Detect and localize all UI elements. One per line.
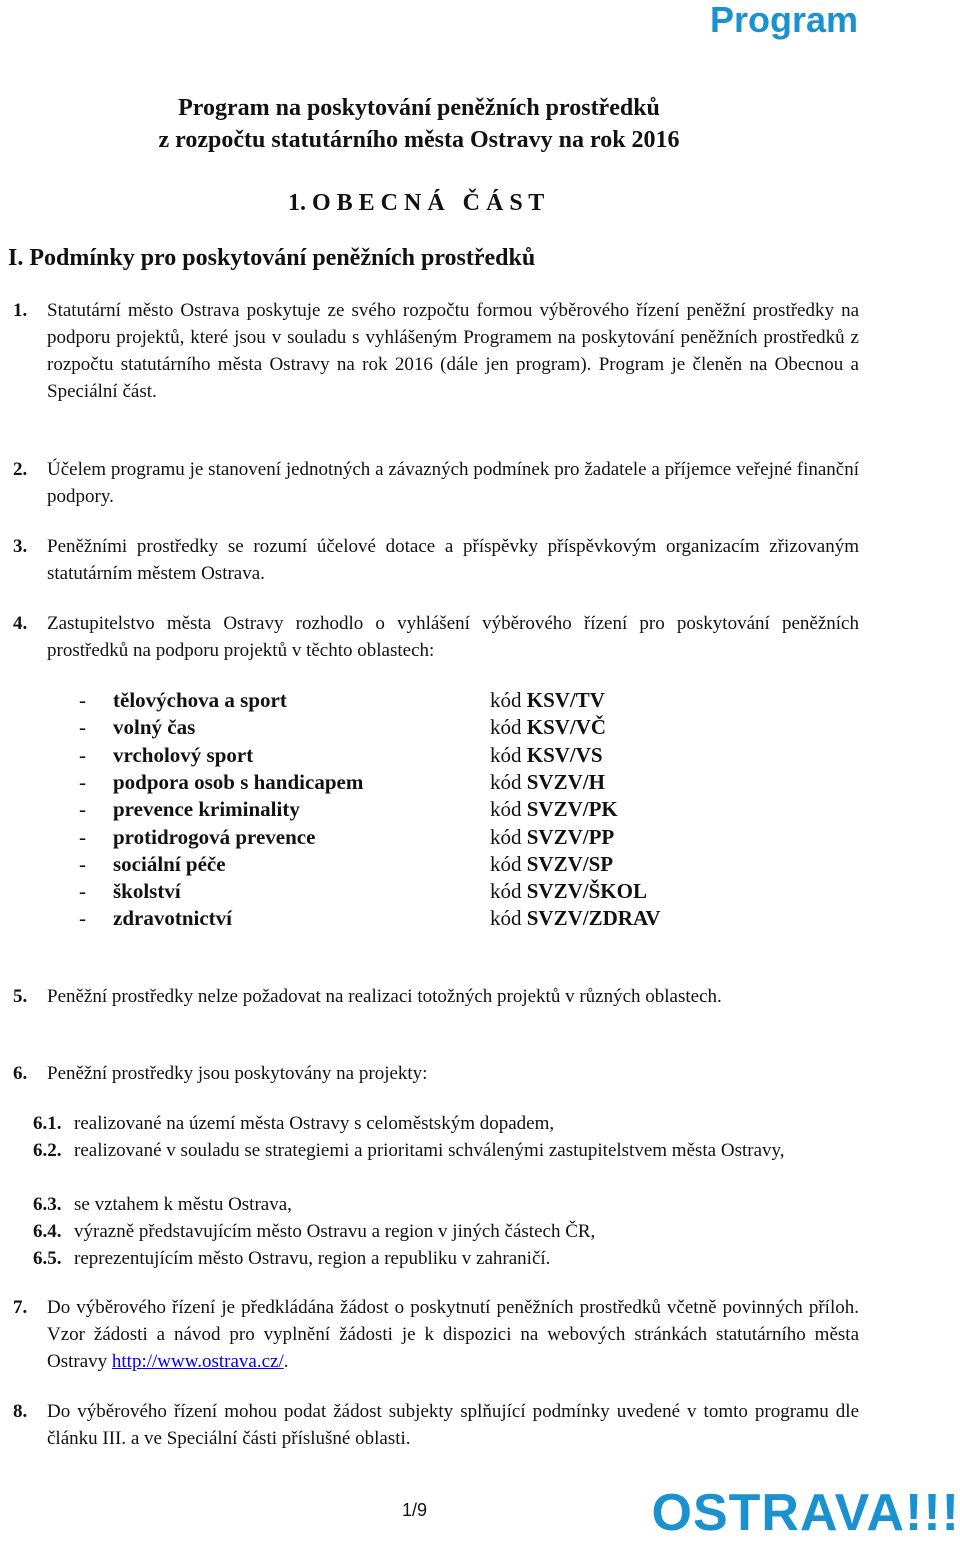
paragraph-4 <box>0 610 960 670</box>
code-prefix: kód <box>490 743 522 767</box>
paragraph-number: 1. <box>13 300 28 321</box>
paragraph-text <box>47 1294 859 1375</box>
paragraph-number: 5. <box>13 986 28 1007</box>
document-title-line-1: Program na poskytování peněžních prostředků <box>178 95 660 121</box>
area-code <box>490 769 605 796</box>
area-code <box>490 878 647 905</box>
code-value: SVZV/PK <box>526 797 618 821</box>
list-dash: - <box>79 797 86 821</box>
paragraph-number: 4. <box>13 613 28 634</box>
list-dash: - <box>79 906 86 930</box>
subitem-number: 6.4. <box>33 1221 62 1242</box>
area-list-item <box>0 769 960 796</box>
area-code <box>490 796 618 823</box>
header-program-label: Program <box>709 0 858 40</box>
code-value: SVZV/H <box>526 770 605 794</box>
code-prefix: kód <box>490 906 522 930</box>
area-list-item <box>0 687 960 714</box>
subitem-text: realizované na území města Ostravy s celoměstským dopadem, <box>74 1113 555 1134</box>
paragraph-text: Peněžní prostředky jsou poskytovány na projekty: <box>47 1063 428 1084</box>
subitem-6-2 <box>0 1137 960 1191</box>
code-prefix: kód <box>490 797 522 821</box>
subitem-6-4 <box>0 1218 960 1248</box>
paragraph-text: Zastupitelstvo města Ostravy rozhodlo o vyhlášení výběrového řízení pro poskytování peněžních prostředků na podporu projektů v těchto oblastech: <box>47 613 859 661</box>
paragraph-7 <box>0 1294 960 1379</box>
paragraph-text: Účelem programu je stanovení jednotných a závazných podmínek pro žadatele a příjemce veřejné finanční podpory. <box>47 459 859 507</box>
code-prefix: kód <box>490 852 522 876</box>
area-name: tělovýchova a sport <box>113 688 287 712</box>
subitem-6-1 <box>0 1110 960 1140</box>
paragraph-1 <box>0 297 960 437</box>
code-value: KSV/VČ <box>526 715 607 739</box>
area-name: sociální péče <box>113 852 226 876</box>
list-dash: - <box>79 852 86 876</box>
area-name: protidrogová prevence <box>113 825 316 849</box>
paragraph-5 <box>0 983 960 1043</box>
area-name: prevence kriminality <box>113 797 300 821</box>
code-prefix: kód <box>490 688 522 712</box>
code-prefix: kód <box>490 825 522 849</box>
area-name: vrcholový sport <box>113 743 254 767</box>
area-code <box>490 851 613 878</box>
subitem-number: 6.2. <box>33 1140 62 1161</box>
area-name: zdravotnictví <box>113 906 232 930</box>
area-list-item <box>0 824 960 851</box>
paragraph-2 <box>0 456 960 516</box>
section-heading: I. Podmínky pro poskytování peněžních prostředků <box>8 245 536 271</box>
paragraph-text: Statutární město Ostrava poskytuje ze svého rozpočtu formou výběrového řízení peněžní prostředky na podporu projektů, které jsou v souladu s vyhlášeným Programem na poskytování peněžních prostředků z rozpočtu statutárního města Ostravy na rok 2016 (dále jen program). Program je členěn na Obecnou a Speciální část. <box>47 300 859 402</box>
list-dash: - <box>79 879 86 903</box>
subitem-number: 6.1. <box>33 1113 62 1134</box>
paragraph-text: Peněžními prostředky se rozumí účelové dotace a příspěvky příspěvkovým organizacím zřizovaným statutárním městem Ostrava. <box>47 536 859 584</box>
area-list-item <box>0 878 960 905</box>
area-list-item <box>0 742 960 769</box>
subitem-6-5 <box>0 1245 960 1275</box>
page-number: 1/9 <box>402 1500 428 1520</box>
area-name: volný čas <box>113 715 196 739</box>
subitem-text: realizované v souladu se strategiemi a prioritami schválenými zastupitelstvem města Ostravy, <box>74 1140 785 1161</box>
area-name: podpora osob s handicapem <box>113 770 364 794</box>
subitem-text: reprezentujícím město Ostravu, region a republiku v zahraničí. <box>74 1248 551 1269</box>
ostrava-website-link[interactable]: http://www.ostrava.cz/ <box>111 1351 284 1372</box>
code-value: SVZV/PP <box>526 825 615 849</box>
paragraph-3 <box>0 533 960 593</box>
list-dash: - <box>79 715 86 739</box>
list-dash: - <box>79 825 86 849</box>
list-dash: - <box>79 743 86 767</box>
code-prefix: kód <box>490 770 522 794</box>
code-prefix: kód <box>490 879 522 903</box>
code-value: SVZV/ŠKOL <box>526 879 647 903</box>
code-value: KSV/VS <box>526 743 603 767</box>
document-title-line-2: z rozpočtu statutárního města Ostravy na rok 2016 <box>158 127 680 153</box>
paragraph-number: 3. <box>13 536 28 557</box>
paragraph-8 <box>0 1398 960 1458</box>
paragraph-text: Peněžní prostředky nelze požadovat na realizaci totožných projektů v různých oblastech. <box>47 986 722 1007</box>
subitem-number: 6.5. <box>33 1248 62 1269</box>
paragraph-end-punctuation: . <box>283 1351 289 1372</box>
list-dash: - <box>79 688 86 712</box>
code-value: KSV/TV <box>526 688 605 712</box>
list-dash: - <box>79 770 86 794</box>
area-list-item <box>0 905 960 932</box>
area-code <box>490 714 606 741</box>
area-list-item <box>0 714 960 741</box>
paragraph-number: 6. <box>13 1063 28 1084</box>
subitem-text: se vztahem k městu Ostrava, <box>74 1194 292 1215</box>
area-code <box>490 742 603 769</box>
code-value: SVZV/ZDRAV <box>526 906 661 930</box>
paragraph-number: 7. <box>13 1297 28 1318</box>
area-name: školství <box>113 879 181 903</box>
paragraph-number: 2. <box>13 459 28 480</box>
area-code <box>490 824 614 851</box>
paragraph-number: 8. <box>13 1401 28 1422</box>
paragraph-6 <box>0 1060 960 1090</box>
subitem-number: 6.3. <box>33 1194 62 1215</box>
subitem-6-3 <box>0 1191 960 1221</box>
code-prefix: kód <box>490 715 522 739</box>
subitem-text: výrazně představujícím město Ostravu a region v jiných částech ČR, <box>74 1221 596 1242</box>
ostrava-logo: OSTRAVA!!! <box>651 1484 960 1542</box>
code-value: SVZV/SP <box>526 852 614 876</box>
area-list-item <box>0 851 960 878</box>
paragraph-body: Do výběrového řízení je předkládána žádost o poskytnutí peněžních prostředků včetně povinných příloh. Vzor žádosti a návod pro vyplnění žádosti je k dispozici na webových stránkách statutárního města Ostravy <box>47 1297 859 1372</box>
paragraph-text: Do výběrového řízení mohou podat žádost subjekty splňující podmínky uvedené v tomto programu dle článku III. a ve Speciální části příslušné oblasti. <box>47 1401 859 1449</box>
area-code <box>490 905 661 932</box>
part-heading: 1. O B E C N Á Č Á S T <box>288 190 545 216</box>
area-code <box>490 687 605 714</box>
area-list-item <box>0 796 960 823</box>
